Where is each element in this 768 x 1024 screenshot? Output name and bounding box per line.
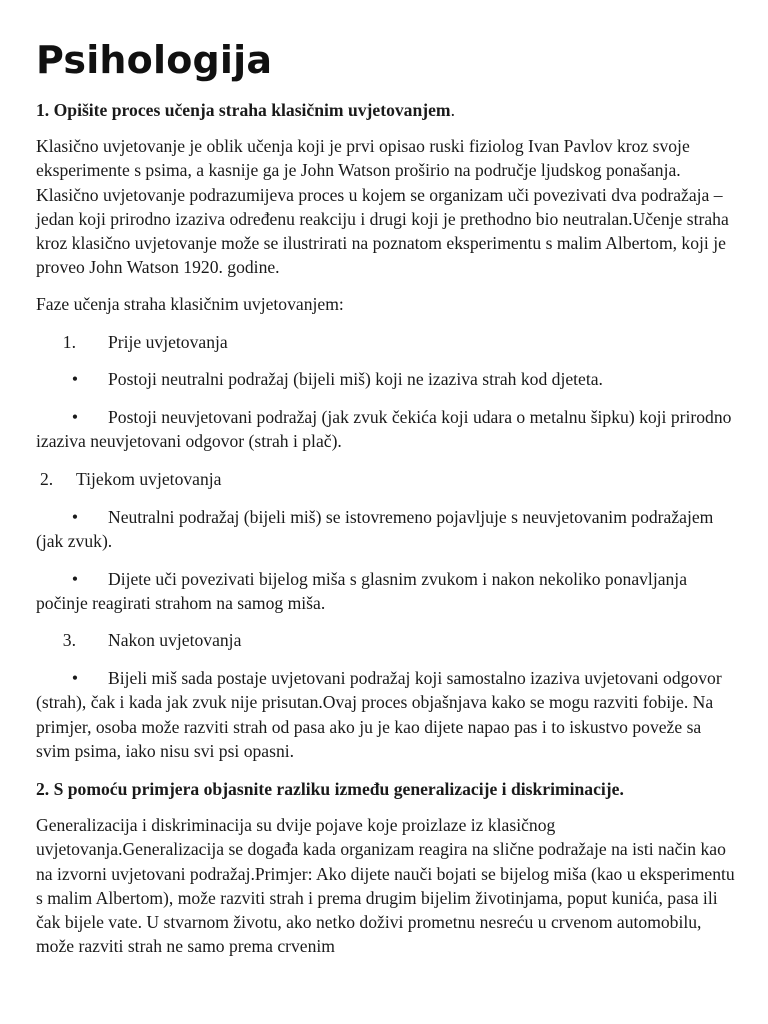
bullet-marker: • — [71, 568, 78, 589]
list-item-bullet — [36, 405, 736, 453]
list-item-step-2 — [36, 467, 736, 491]
list-marker: 1. — [62, 331, 76, 352]
list-item-bullet — [36, 367, 736, 391]
list-item-text: Nakon uvjetovanja — [108, 630, 242, 651]
bullet-marker: • — [71, 506, 78, 527]
list-item-step-1 — [36, 330, 736, 354]
question-1-text: 1. Opišite proces učenja straha klasičnim uvjetovanjem — [36, 100, 451, 120]
list-item-text: Prije uvjetovanja — [108, 331, 228, 352]
list-item-step-3 — [36, 628, 736, 652]
list-item-text: Bijeli miš sada postaje uvjetovani podražaj koji samostalno izaziva uvjetovani odgovor (strah), čak i kada jak zvuk nije prisutan.Ovaj proces objašnjava kako se mogu razviti fobije. Na primjer, osoba može razviti strah od pasa ako ju je kao dijete napao pas i to iskustvo poveže sa svim psima, iako nisu svi psi opasni. — [36, 668, 722, 761]
list-marker: 3. — [62, 630, 76, 651]
list-item-text: Neutralni podražaj (bijeli miš) se istovremeno pojavljuje s neuvjetovanim podražajem (jak zvuk). — [36, 506, 714, 551]
paragraph-generalization: Generalizacija i diskriminacija su dvije pojave koje proizlaze iz klasičnog uvjetovanja.Generalizacija se događa kada organizam reagira na slične podražaje na isti način kao na izvorni uvjetovani podražaj.Primjer: Ako dijete nauči bojati se bijelog miša (kao u eksperimentu s malim Albertom), može razviti strah i prema drugim bijelim životinjama, poput kunića, pasa ili čak bijele vate. U stvarnom životu, ako netko doživi prometnu nesreću u crvenom automobilu, može razviti strah ne samo prema crvenim — [36, 815, 735, 957]
paragraph-phases-heading: Faze učenja straha klasičnim uvjetovanjem: — [36, 294, 344, 315]
list-item-bullet — [36, 666, 736, 763]
list-item-bullet — [36, 567, 736, 615]
question-2: 2. S pomoću primjera objasnite razliku između generalizacije i diskriminacije. — [36, 778, 624, 799]
list-item-text: Postoji neutralni podražaj (bijeli miš) koji ne izaziva strah kod djeteta. — [108, 369, 603, 390]
paragraph-intro: Klasično uvjetovanje je oblik učenja koji je prvi opisao ruski fiziolog Ivan Pavlov kroz svoje eksperimente s psima, a kasnije ga je John Watson proširio na područje ljudskog ponašanja. Klasično uvjetovanje podrazumijeva proces u kojem se organizam uči povezivati dva podražaja – jedan koji prirodno izaziva određenu reakciju i drugi koji je prethodno bio neutralan.Učenje straha kroz klasično uvjetovanje može se ilustrirati na poznatom eksperimentu s malim Albertom, koji je proveo John Watson 1920. godine. — [36, 136, 729, 278]
question-1-suffix: . — [450, 100, 455, 120]
document-page — [36, 36, 736, 971]
list-marker: 2. — [40, 468, 54, 489]
document-title: Psihologija — [36, 38, 273, 82]
bullet-marker: • — [71, 369, 78, 390]
bullet-marker: • — [71, 407, 78, 428]
list-item-text: Postoji neuvjetovani podražaj (jak zvuk čekića koji udara o metalnu šipku) koji prirodno izaziva neuvjetovani odgovor (strah i plač). — [36, 407, 732, 452]
bullet-marker: • — [71, 668, 78, 689]
list-item-text: Tijekom uvjetovanja — [76, 468, 222, 489]
list-item-bullet — [36, 505, 736, 553]
question-1 — [36, 98, 736, 122]
list-item-text: Dijete uči povezivati bijelog miša s glasnim zvukom i nakon nekoliko ponavljanja počinje reagirati strahom na samog miša. — [36, 568, 688, 613]
